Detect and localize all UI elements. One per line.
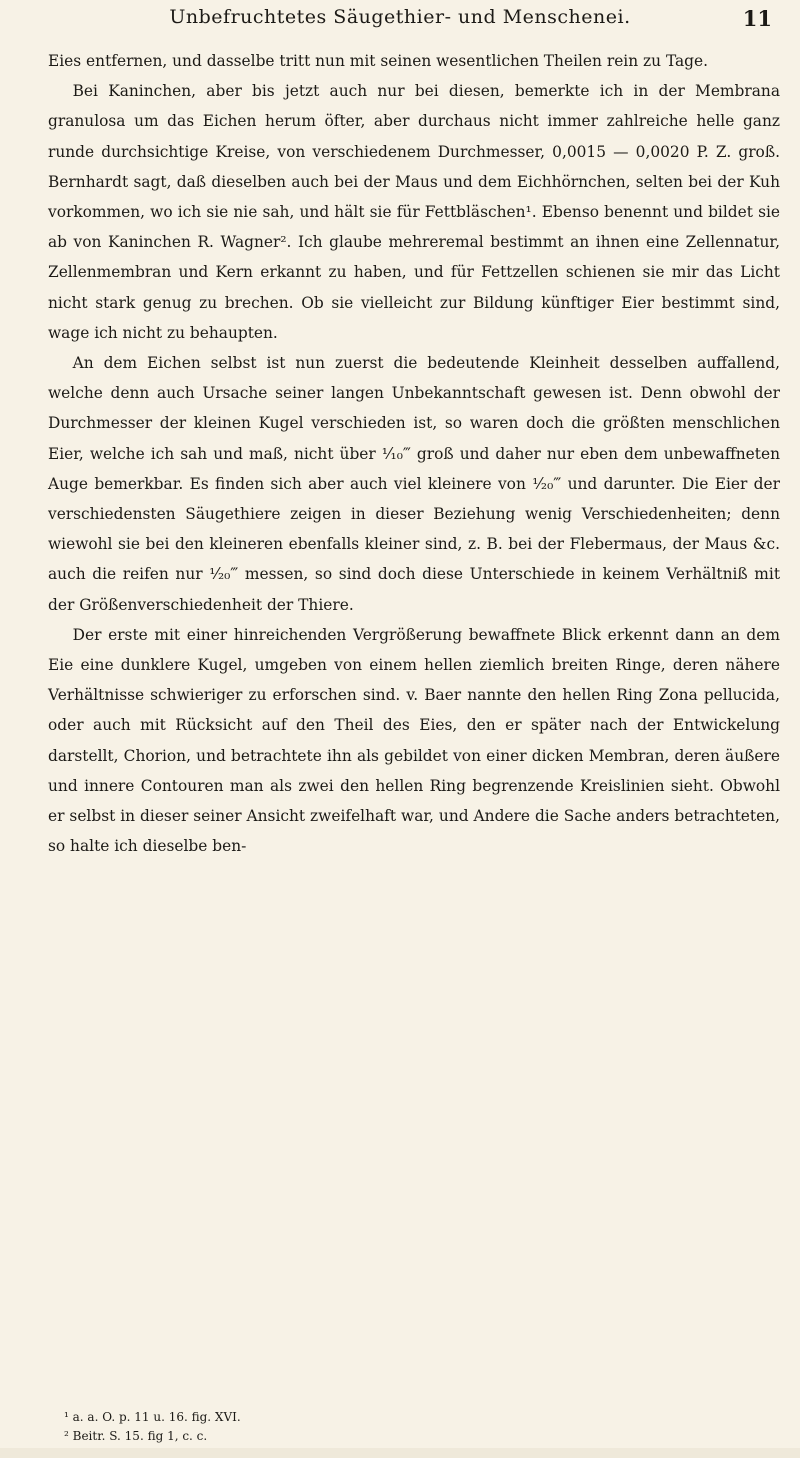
page-number: 11 (742, 6, 772, 31)
page-bottom-margin (0, 1448, 800, 1458)
paragraph-zona-pellucida: Der erste mit einer hinreichenden Vergrößerung bewaffnete Blick erkennt dann an dem Eie eine dunklere Kugel, umgeben von einem hellen ziemlich breiten Ringe, deren nähere Verhältnisse schwieriger zu erforschen sind. v. Baer nannte den hellen Ring Zona pellucida, oder auch mit Rücksicht auf den Theil des Eies, den er später nach der Entwickelung darstellt, Chorion, und betrachtete ihn als gebildet von einer dicken Membran, deren äußere und innere Contouren man als zwei den hellen Ring begrenzende Kreislinien sieht. Obwohl er selbst in dieser seiner Ansicht zweifelhaft war, und Andere die Sache anders betrachteten, so halte ich dieselbe ben- (48, 625, 780, 856)
paragraph-rabbit-circles: Bei Kaninchen, aber bis jetzt auch nur bei diesen, bemerkte ich in der Membrana granulosa um das Eichen herum öfter, aber durchaus nicht immer zahlreiche helle ganz runde durchsichtige Kreise, von verschiedenem Durchmesser, 0,0015 — 0,0020 P. Z. groß. Bernhardt sagt, daß dieselben auch bei der Maus und dem Eichhörnchen, selten bei der Kuh vorkommen, wo ich sie nie sah, und hält sie für Fettbläschen¹. Ebenso benennt und bildet sie ab von Kaninchen R. Wagner². Ich glaube mehreremal bestimmt an ihnen eine Zellennatur, Zellenmembran und Kern erkannt zu haben, und für Fettzellen schienen sie mir das Licht nicht stark genug zu brechen. Ob sie vielleicht zur Bildung künftiger Eier bestimmt sind, wage ich nicht zu behaupten. (48, 82, 780, 342)
footnote-1: ¹ a. a. O. p. 11 u. 16. fig. XVI. (64, 1410, 241, 1424)
running-title: Unbefruchtetes Säugethier- und Menschenei. (169, 6, 631, 28)
footnotes (64, 1408, 764, 1446)
paragraph-continuation: Eies entfernen, und dasselbe tritt nun mit seinen wesentlichen Theilen rein zu Tage. (48, 52, 709, 70)
footnote-2: ² Beitr. S. 15. fig 1, c. c. (64, 1429, 208, 1443)
paragraph-egg-size: An dem Eichen selbst ist nun zuerst die bedeutende Kleinheit desselben auffallend, welche denn auch Ursache seiner langen Unbekanntschaft gewesen ist. Denn obwohl der Durchmesser der kleinen Kugel verschieden ist, so waren doch die größten menschlichen Eier, welche ich sah und maß, nicht über ¹⁄₁₀‴ groß und daher nur eben dem unbewaffneten Auge bemerkbar. Es finden sich aber auch viel kleinere von ¹⁄₂₀‴ und darunter. Die Eier der verschiedensten Säugethiere zeigen in dieser Beziehung wenig Verschiedenheiten; denn wiewohl sie bei den kleineren ebenfalls kleiner sind, z. B. bei der Flebermaus, der Maus &c. auch die reifen nur ¹⁄₂₀‴ messen, so sind doch diese Unterschiede in keinem Verhältniß mit der Größenverschiedenheit der Thiere. (48, 354, 780, 614)
body-text (48, 46, 780, 861)
running-head (0, 6, 800, 42)
